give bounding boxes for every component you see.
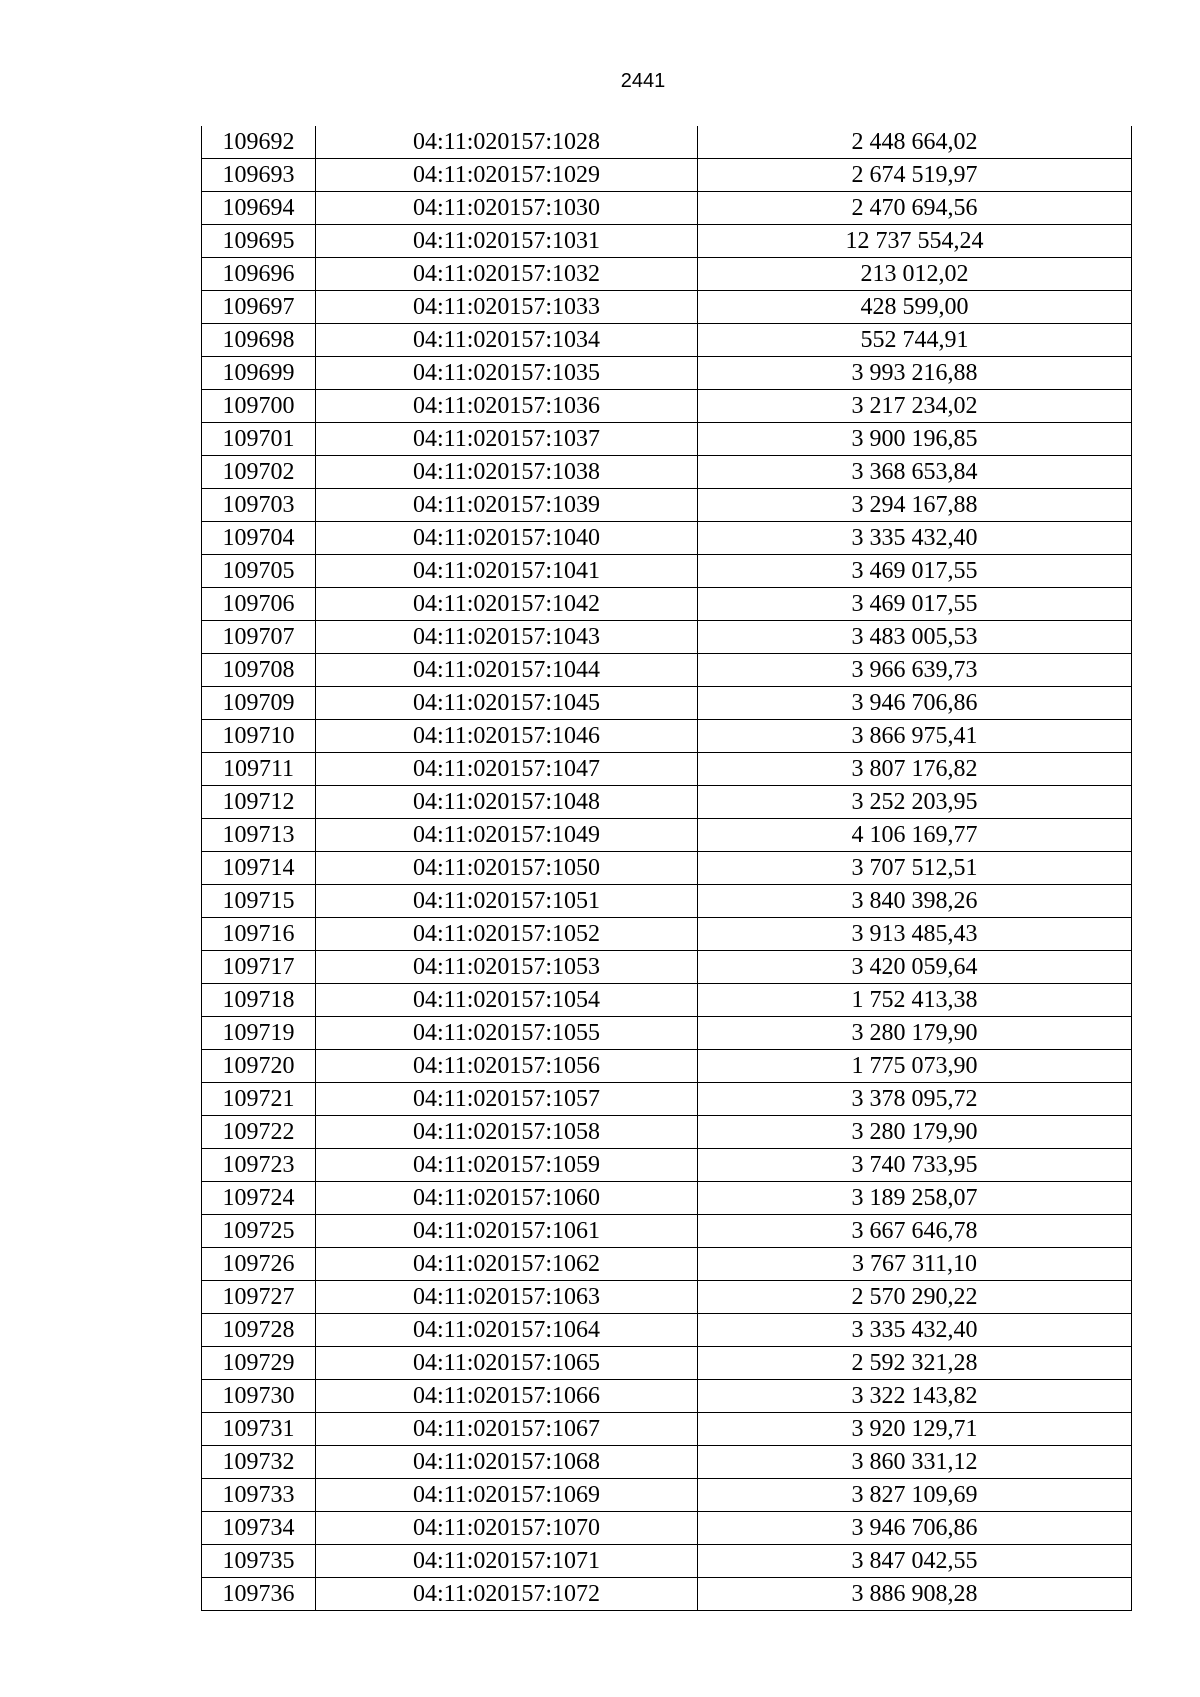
cadastral-value-cell: 3 707 512,51 bbox=[698, 852, 1132, 885]
cadastral-number-cell: 04:11:020157:1056 bbox=[316, 1050, 698, 1083]
row-number-cell: 109712 bbox=[202, 786, 316, 819]
table-row bbox=[202, 951, 1132, 984]
table-row bbox=[202, 192, 1132, 225]
cadastral-value-cell: 3 847 042,55 bbox=[698, 1545, 1132, 1578]
cadastral-number-cell: 04:11:020157:1069 bbox=[316, 1479, 698, 1512]
cadastral-value-cell: 3 469 017,55 bbox=[698, 555, 1132, 588]
cadastral-value-cell: 3 280 179,90 bbox=[698, 1116, 1132, 1149]
table-row bbox=[202, 819, 1132, 852]
cadastral-value-table bbox=[201, 126, 1132, 1611]
table-row bbox=[202, 753, 1132, 786]
table-row bbox=[202, 522, 1132, 555]
row-number-cell: 109718 bbox=[202, 984, 316, 1017]
row-number-cell: 109716 bbox=[202, 918, 316, 951]
cadastral-number-cell: 04:11:020157:1045 bbox=[316, 687, 698, 720]
row-number-cell: 109710 bbox=[202, 720, 316, 753]
row-number-cell: 109732 bbox=[202, 1446, 316, 1479]
table-row bbox=[202, 654, 1132, 687]
table-row bbox=[202, 1380, 1132, 1413]
row-number-cell: 109703 bbox=[202, 489, 316, 522]
table-row bbox=[202, 1083, 1132, 1116]
cadastral-value-cell: 3 189 258,07 bbox=[698, 1182, 1132, 1215]
table-row bbox=[202, 291, 1132, 324]
table-row bbox=[202, 1215, 1132, 1248]
cadastral-value-cell: 3 946 706,86 bbox=[698, 687, 1132, 720]
row-number-cell: 109730 bbox=[202, 1380, 316, 1413]
table-row bbox=[202, 1314, 1132, 1347]
cadastral-number-cell: 04:11:020157:1053 bbox=[316, 951, 698, 984]
cadastral-value-cell: 3 827 109,69 bbox=[698, 1479, 1132, 1512]
table-row bbox=[202, 1050, 1132, 1083]
cadastral-number-cell: 04:11:020157:1068 bbox=[316, 1446, 698, 1479]
row-number-cell: 109728 bbox=[202, 1314, 316, 1347]
row-number-cell: 109715 bbox=[202, 885, 316, 918]
row-number-cell: 109717 bbox=[202, 951, 316, 984]
cadastral-value-cell: 3 667 646,78 bbox=[698, 1215, 1132, 1248]
cadastral-number-cell: 04:11:020157:1038 bbox=[316, 456, 698, 489]
cadastral-number-cell: 04:11:020157:1032 bbox=[316, 258, 698, 291]
table-body bbox=[202, 126, 1132, 1611]
row-number-cell: 109720 bbox=[202, 1050, 316, 1083]
row-number-cell: 109696 bbox=[202, 258, 316, 291]
cadastral-value-cell: 2 674 519,97 bbox=[698, 159, 1132, 192]
row-number-cell: 109692 bbox=[202, 126, 316, 159]
cadastral-number-cell: 04:11:020157:1041 bbox=[316, 555, 698, 588]
cadastral-number-cell: 04:11:020157:1049 bbox=[316, 819, 698, 852]
cadastral-value-cell: 3 280 179,90 bbox=[698, 1017, 1132, 1050]
cadastral-number-cell: 04:11:020157:1071 bbox=[316, 1545, 698, 1578]
row-number-cell: 109699 bbox=[202, 357, 316, 390]
cadastral-value-cell: 3 322 143,82 bbox=[698, 1380, 1132, 1413]
table-row bbox=[202, 1248, 1132, 1281]
cadastral-number-cell: 04:11:020157:1051 bbox=[316, 885, 698, 918]
table-row bbox=[202, 984, 1132, 1017]
cadastral-number-cell: 04:11:020157:1070 bbox=[316, 1512, 698, 1545]
cadastral-value-cell: 3 966 639,73 bbox=[698, 654, 1132, 687]
table-row bbox=[202, 621, 1132, 654]
cadastral-number-cell: 04:11:020157:1063 bbox=[316, 1281, 698, 1314]
table-row bbox=[202, 1512, 1132, 1545]
cadastral-number-cell: 04:11:020157:1028 bbox=[316, 126, 698, 159]
table-row bbox=[202, 1446, 1132, 1479]
row-number-cell: 109729 bbox=[202, 1347, 316, 1380]
cadastral-number-cell: 04:11:020157:1046 bbox=[316, 720, 698, 753]
cadastral-value-cell: 3 920 129,71 bbox=[698, 1413, 1132, 1446]
cadastral-value-cell: 3 913 485,43 bbox=[698, 918, 1132, 951]
row-number-cell: 109733 bbox=[202, 1479, 316, 1512]
cadastral-value-cell: 3 335 432,40 bbox=[698, 522, 1132, 555]
table-row bbox=[202, 1116, 1132, 1149]
cadastral-number-cell: 04:11:020157:1057 bbox=[316, 1083, 698, 1116]
cadastral-value-cell: 3 420 059,64 bbox=[698, 951, 1132, 984]
cadastral-number-cell: 04:11:020157:1033 bbox=[316, 291, 698, 324]
cadastral-value-cell: 2 448 664,02 bbox=[698, 126, 1132, 159]
table-row bbox=[202, 1578, 1132, 1611]
table-row bbox=[202, 225, 1132, 258]
cadastral-value-cell: 428 599,00 bbox=[698, 291, 1132, 324]
row-number-cell: 109714 bbox=[202, 852, 316, 885]
cadastral-number-cell: 04:11:020157:1059 bbox=[316, 1149, 698, 1182]
cadastral-value-cell: 3 993 216,88 bbox=[698, 357, 1132, 390]
table-row bbox=[202, 1017, 1132, 1050]
cadastral-value-cell: 3 294 167,88 bbox=[698, 489, 1132, 522]
cadastral-number-cell: 04:11:020157:1044 bbox=[316, 654, 698, 687]
cadastral-number-cell: 04:11:020157:1055 bbox=[316, 1017, 698, 1050]
cadastral-value-cell: 2 470 694,56 bbox=[698, 192, 1132, 225]
table-row bbox=[202, 918, 1132, 951]
cadastral-number-cell: 04:11:020157:1050 bbox=[316, 852, 698, 885]
cadastral-value-cell: 2 570 290,22 bbox=[698, 1281, 1132, 1314]
row-number-cell: 109694 bbox=[202, 192, 316, 225]
row-number-cell: 109721 bbox=[202, 1083, 316, 1116]
row-number-cell: 109693 bbox=[202, 159, 316, 192]
row-number-cell: 109725 bbox=[202, 1215, 316, 1248]
row-number-cell: 109704 bbox=[202, 522, 316, 555]
table-row bbox=[202, 786, 1132, 819]
row-number-cell: 109705 bbox=[202, 555, 316, 588]
row-number-cell: 109709 bbox=[202, 687, 316, 720]
cadastral-value-cell: 1 775 073,90 bbox=[698, 1050, 1132, 1083]
cadastral-number-cell: 04:11:020157:1047 bbox=[316, 753, 698, 786]
row-number-cell: 109722 bbox=[202, 1116, 316, 1149]
row-number-cell: 109702 bbox=[202, 456, 316, 489]
cadastral-number-cell: 04:11:020157:1052 bbox=[316, 918, 698, 951]
row-number-cell: 109708 bbox=[202, 654, 316, 687]
cadastral-value-cell: 3 866 975,41 bbox=[698, 720, 1132, 753]
cadastral-value-cell: 1 752 413,38 bbox=[698, 984, 1132, 1017]
cadastral-number-cell: 04:11:020157:1036 bbox=[316, 390, 698, 423]
table-row bbox=[202, 1413, 1132, 1446]
cadastral-value-cell: 3 840 398,26 bbox=[698, 885, 1132, 918]
cadastral-number-cell: 04:11:020157:1031 bbox=[316, 225, 698, 258]
cadastral-value-cell: 3 217 234,02 bbox=[698, 390, 1132, 423]
row-number-cell: 109711 bbox=[202, 753, 316, 786]
row-number-cell: 109698 bbox=[202, 324, 316, 357]
row-number-cell: 109735 bbox=[202, 1545, 316, 1578]
cadastral-value-cell: 213 012,02 bbox=[698, 258, 1132, 291]
cadastral-number-cell: 04:11:020157:1030 bbox=[316, 192, 698, 225]
cadastral-value-cell: 3 860 331,12 bbox=[698, 1446, 1132, 1479]
table-row bbox=[202, 687, 1132, 720]
cadastral-value-cell: 3 740 733,95 bbox=[698, 1149, 1132, 1182]
cadastral-number-cell: 04:11:020157:1037 bbox=[316, 423, 698, 456]
table-row bbox=[202, 390, 1132, 423]
cadastral-number-cell: 04:11:020157:1065 bbox=[316, 1347, 698, 1380]
table-row bbox=[202, 456, 1132, 489]
cadastral-number-cell: 04:11:020157:1039 bbox=[316, 489, 698, 522]
cadastral-value-cell: 3 900 196,85 bbox=[698, 423, 1132, 456]
cadastral-number-cell: 04:11:020157:1058 bbox=[316, 1116, 698, 1149]
row-number-cell: 109697 bbox=[202, 291, 316, 324]
table-row bbox=[202, 324, 1132, 357]
table-row bbox=[202, 357, 1132, 390]
cadastral-number-cell: 04:11:020157:1066 bbox=[316, 1380, 698, 1413]
cadastral-number-cell: 04:11:020157:1064 bbox=[316, 1314, 698, 1347]
row-number-cell: 109701 bbox=[202, 423, 316, 456]
table-row bbox=[202, 852, 1132, 885]
cadastral-value-cell: 2 592 321,28 bbox=[698, 1347, 1132, 1380]
cadastral-number-cell: 04:11:020157:1061 bbox=[316, 1215, 698, 1248]
cadastral-value-cell: 3 886 908,28 bbox=[698, 1578, 1132, 1611]
cadastral-number-cell: 04:11:020157:1067 bbox=[316, 1413, 698, 1446]
row-number-cell: 109700 bbox=[202, 390, 316, 423]
table-row bbox=[202, 258, 1132, 291]
cadastral-number-cell: 04:11:020157:1034 bbox=[316, 324, 698, 357]
table-row bbox=[202, 1347, 1132, 1380]
cadastral-number-cell: 04:11:020157:1035 bbox=[316, 357, 698, 390]
cadastral-value-cell: 3 252 203,95 bbox=[698, 786, 1132, 819]
table-row bbox=[202, 423, 1132, 456]
cadastral-value-cell: 4 106 169,77 bbox=[698, 819, 1132, 852]
row-number-cell: 109723 bbox=[202, 1149, 316, 1182]
cadastral-number-cell: 04:11:020157:1072 bbox=[316, 1578, 698, 1611]
cadastral-value-cell: 3 368 653,84 bbox=[698, 456, 1132, 489]
table-row bbox=[202, 588, 1132, 621]
table-row bbox=[202, 720, 1132, 753]
cadastral-number-cell: 04:11:020157:1040 bbox=[316, 522, 698, 555]
cadastral-number-cell: 04:11:020157:1062 bbox=[316, 1248, 698, 1281]
cadastral-value-cell: 3 469 017,55 bbox=[698, 588, 1132, 621]
row-number-cell: 109734 bbox=[202, 1512, 316, 1545]
table-row bbox=[202, 1545, 1132, 1578]
cadastral-number-cell: 04:11:020157:1060 bbox=[316, 1182, 698, 1215]
table-row bbox=[202, 885, 1132, 918]
row-number-cell: 109695 bbox=[202, 225, 316, 258]
table-row bbox=[202, 1479, 1132, 1512]
cadastral-number-cell: 04:11:020157:1042 bbox=[316, 588, 698, 621]
table-row bbox=[202, 1281, 1132, 1314]
table-row bbox=[202, 489, 1132, 522]
cadastral-number-cell: 04:11:020157:1043 bbox=[316, 621, 698, 654]
row-number-cell: 109713 bbox=[202, 819, 316, 852]
cadastral-number-cell: 04:11:020157:1054 bbox=[316, 984, 698, 1017]
cadastral-value-cell: 3 335 432,40 bbox=[698, 1314, 1132, 1347]
cadastral-value-cell: 3 767 311,10 bbox=[698, 1248, 1132, 1281]
row-number-cell: 109706 bbox=[202, 588, 316, 621]
table-row bbox=[202, 1182, 1132, 1215]
cadastral-value-cell: 12 737 554,24 bbox=[698, 225, 1132, 258]
row-number-cell: 109724 bbox=[202, 1182, 316, 1215]
row-number-cell: 109731 bbox=[202, 1413, 316, 1446]
table-row bbox=[202, 555, 1132, 588]
page-number: 2441 bbox=[620, 70, 666, 92]
cadastral-value-cell: 3 483 005,53 bbox=[698, 621, 1132, 654]
cadastral-value-cell: 3 378 095,72 bbox=[698, 1083, 1132, 1116]
table-row bbox=[202, 1149, 1132, 1182]
cadastral-number-cell: 04:11:020157:1029 bbox=[316, 159, 698, 192]
row-number-cell: 109726 bbox=[202, 1248, 316, 1281]
table-row bbox=[202, 159, 1132, 192]
table-row bbox=[202, 126, 1132, 159]
row-number-cell: 109719 bbox=[202, 1017, 316, 1050]
row-number-cell: 109736 bbox=[202, 1578, 316, 1611]
cadastral-value-cell: 3 946 706,86 bbox=[698, 1512, 1132, 1545]
cadastral-value-cell: 552 744,91 bbox=[698, 324, 1132, 357]
cadastral-number-cell: 04:11:020157:1048 bbox=[316, 786, 698, 819]
row-number-cell: 109727 bbox=[202, 1281, 316, 1314]
row-number-cell: 109707 bbox=[202, 621, 316, 654]
cadastral-value-cell: 3 807 176,82 bbox=[698, 753, 1132, 786]
